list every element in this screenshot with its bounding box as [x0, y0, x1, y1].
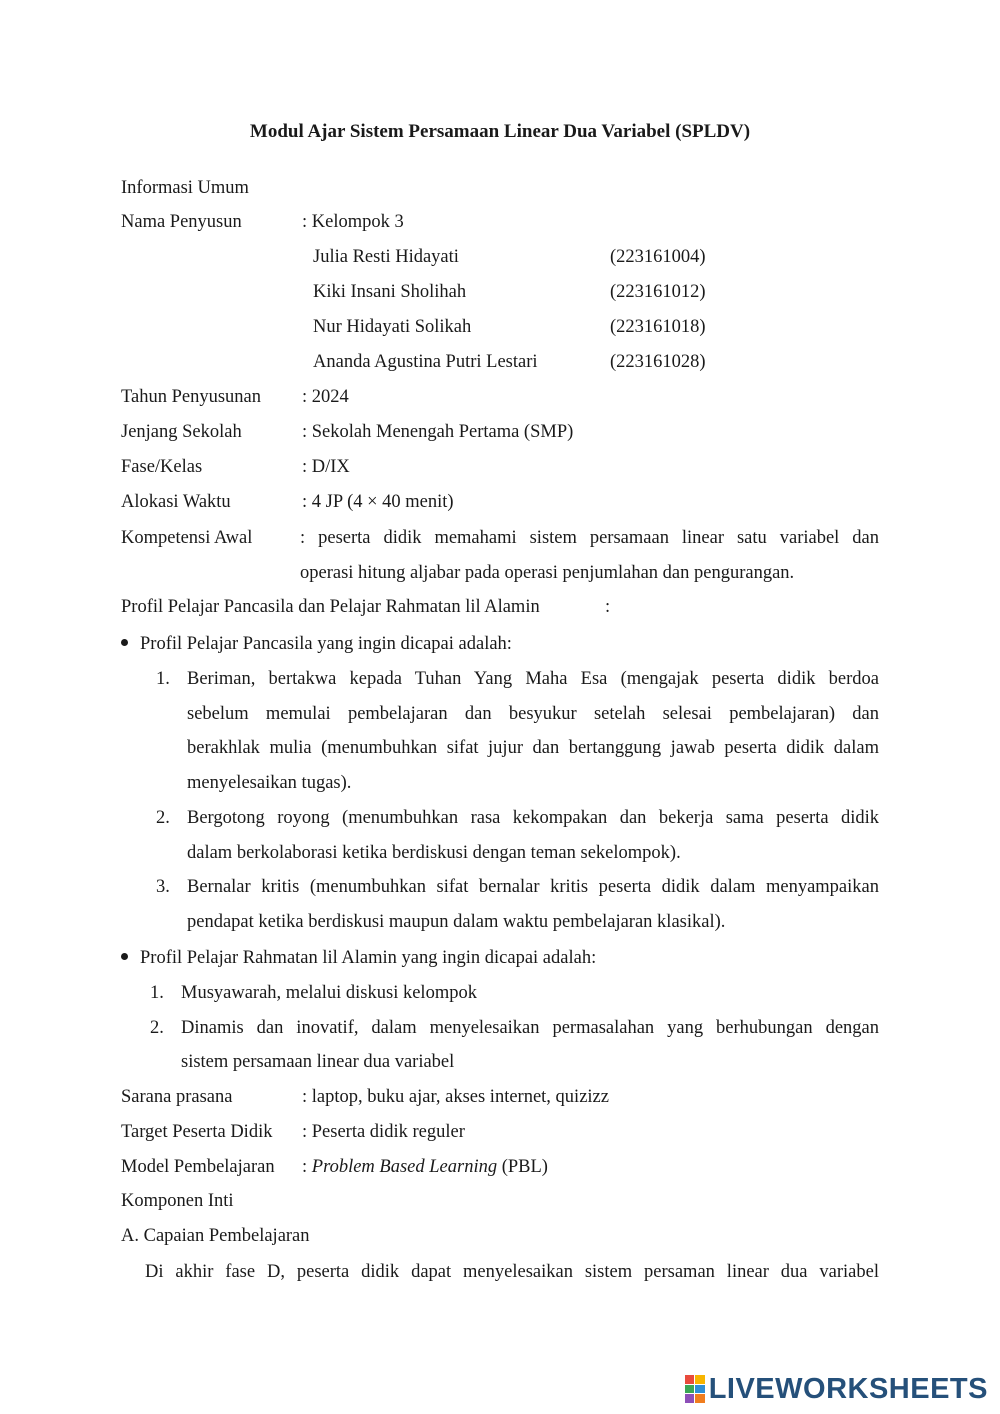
- member-name: Julia Resti Hidayati: [313, 247, 459, 267]
- capaian-heading: A. Capaian Pembelajaran: [121, 1226, 310, 1246]
- komponen-inti: Komponen Inti: [121, 1191, 234, 1211]
- item-line: Musyawarah, melalui diskusi kelompok: [181, 983, 477, 1003]
- model-suffix: (PBL): [497, 1157, 548, 1177]
- sarana-value: : laptop, buku ajar, akses internet, quizizz: [302, 1087, 609, 1107]
- capaian-text: Di akhir fase D, peserta didik dapat menyelesaikan sistem persaman linear dua variabel: [145, 1262, 879, 1282]
- kompetensi-line-1: : peserta didik memahami sistem persamaan linear satu variabel dan: [300, 528, 879, 548]
- model-prefix: :: [302, 1157, 312, 1177]
- alokasi-label: Alokasi Waktu: [121, 492, 231, 512]
- bullet-icon: [121, 639, 128, 646]
- jenjang-label: Jenjang Sekolah: [121, 422, 242, 442]
- member-id: (223161018): [610, 317, 706, 337]
- item-number: 1.: [150, 983, 164, 1003]
- model-italic: Problem Based Learning: [311, 1157, 498, 1177]
- kompetensi-label: Kompetensi Awal: [121, 528, 253, 548]
- profil-heading: Profil Pelajar Pancasila dan Pelajar Rahmatan lil Alamin: [121, 597, 540, 617]
- item-line: Bergotong royong (menumbuhkan rasa kekompakan dan bekerja sama peserta didik: [187, 808, 879, 828]
- pancasila-intro: Profil Pelajar Pancasila yang ingin dicapai adalah:: [140, 634, 512, 654]
- item-line: berakhlak mulia (menumbuhkan sifat jujur dan bertanggung jawab peserta didik dalam: [187, 738, 879, 758]
- section-informasi-umum: Informasi Umum: [121, 178, 249, 198]
- item-number: 3.: [156, 877, 170, 897]
- member-name: Kiki Insani Sholihah: [313, 282, 467, 302]
- pancasila-bullet: [121, 634, 512, 655]
- item-line: pendapat ketika berdiskusi maupun dalam waktu pembelajaran klasikal).: [187, 912, 726, 932]
- target-value: : Peserta didik reguler: [302, 1122, 465, 1142]
- rahmatan-bullet: [121, 948, 596, 969]
- item-number: 2.: [150, 1018, 164, 1038]
- liveworksheets-logo[interactable]: [685, 1373, 988, 1405]
- member-id: (223161012): [610, 282, 706, 302]
- alokasi-value: : 4 JP (4 × 40 menit): [302, 492, 454, 512]
- member-name: Nur Hidayati Solikah: [313, 317, 472, 337]
- sarana-label: Sarana prasana: [121, 1087, 233, 1107]
- item-line: sistem persamaan linear dua variabel: [181, 1052, 455, 1072]
- model-label: Model Pembelajaran: [121, 1157, 275, 1177]
- fase-label: Fase/Kelas: [121, 457, 203, 477]
- model-value: [302, 1157, 548, 1178]
- nama-penyusun-value: : Kelompok 3: [302, 212, 404, 232]
- item-number: 1.: [156, 669, 170, 689]
- kompetensi-line-2: operasi hitung aljabar pada operasi penjumlahan dan pengurangan.: [300, 563, 795, 583]
- tahun-value: : 2024: [302, 387, 349, 407]
- fase-value: : D/IX: [302, 457, 350, 477]
- page-title: Modul Ajar Sistem Persamaan Linear Dua Variabel (SPLDV): [249, 121, 751, 142]
- logo-text: LIVEWORKSHEETS: [708, 1372, 988, 1405]
- member-id: (223161028): [610, 352, 706, 372]
- item-line: sebelum memulai pembelajaran dan besyukur setelah selesai pembelajaran) dan: [187, 704, 879, 724]
- item-line: Dinamis dan inovatif, dalam menyelesaikan permasalahan yang berhubungan dengan: [181, 1018, 879, 1038]
- nama-penyusun-label: Nama Penyusun: [121, 212, 242, 232]
- target-label: Target Peserta Didik: [121, 1122, 273, 1142]
- bullet-icon: [121, 953, 128, 960]
- item-line: Bernalar kritis (menumbuhkan sifat bernalar kritis peserta didik dalam menyampaikan: [187, 877, 879, 897]
- member-id: (223161004): [610, 247, 706, 267]
- profil-heading-colon: :: [605, 597, 611, 617]
- member-name: Ananda Agustina Putri Lestari: [313, 352, 538, 372]
- item-number: 2.: [156, 808, 170, 828]
- liveworksheets-logo-icon: [685, 1375, 705, 1403]
- jenjang-value: : Sekolah Menengah Pertama (SMP): [302, 422, 574, 442]
- tahun-label: Tahun Penyusunan: [121, 387, 262, 407]
- item-line: menyelesaikan tugas).: [187, 773, 352, 793]
- item-line: Beriman, bertakwa kepada Tuhan Yang Maha Esa (mengajak peserta didik berdoa: [187, 669, 879, 689]
- rahmatan-intro: Profil Pelajar Rahmatan lil Alamin yang ingin dicapai adalah:: [140, 948, 597, 968]
- item-line: dalam berkolaborasi ketika berdiskusi dengan teman sekelompok).: [187, 843, 681, 863]
